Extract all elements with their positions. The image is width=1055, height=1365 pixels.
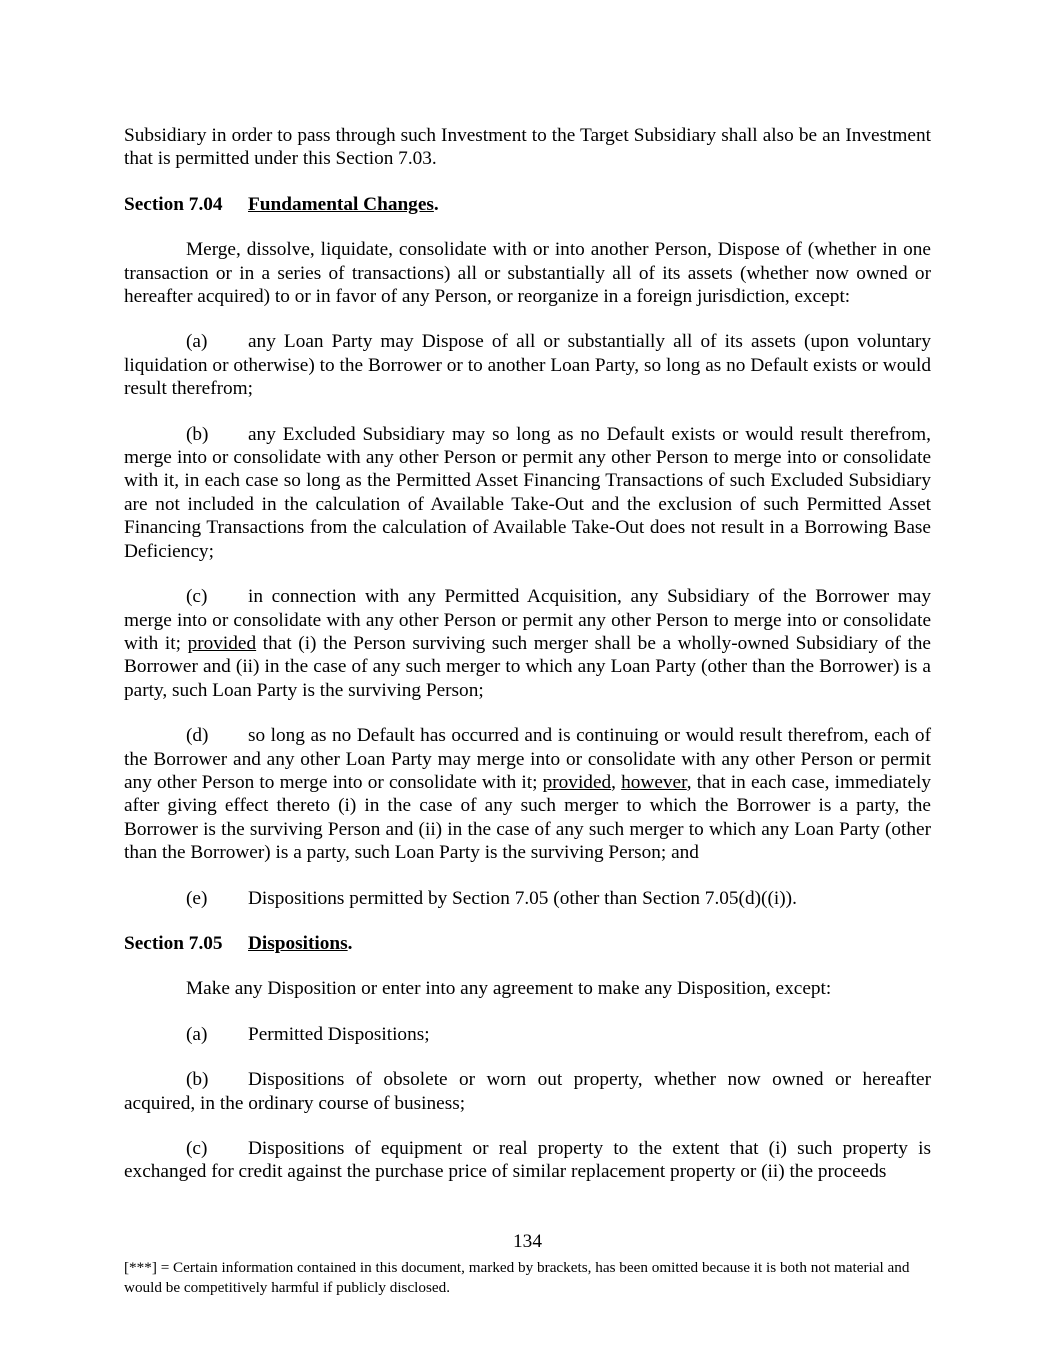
document-body — [124, 124, 931, 1184]
clause-item — [124, 1137, 931, 1184]
clause-label: (c) — [186, 586, 208, 608]
section-number: Section 7.05 — [124, 932, 223, 954]
clause-item — [124, 887, 931, 910]
clause-item — [124, 423, 931, 563]
clause-label: (c) — [186, 1138, 208, 1159]
clause-label: (e) — [186, 887, 208, 909]
section-heading-7-05 — [124, 932, 931, 955]
clause-text: , that in each case, immediately after giving effect thereto (i) in the case of any such merger to which the Borrower is a party, the Borrower is the surviving Person and (ii) in the case of any such merger to which any Loan Party (other than the Borrower) is a party, such Loan Party is the surviving Person; and — [124, 771, 931, 864]
clause-text: so long as no Default has occurred and is continuing or would result therefrom, each of the Borrower and any other Loan Party may merge into or consolidate with any other Person or permit any other Person to merge into or consolidate with it; — [124, 725, 931, 793]
clause-label: (d) — [186, 725, 209, 747]
section-heading-7-04 — [124, 193, 931, 216]
provided-term: provided — [542, 771, 612, 793]
clause-text: any Excluded Subsidiary may so long as no Default exists or would result therefrom, merge into or consolidate with any other Person or permit any other Person to merge into or consolidate with it, in each case so long as the Permitted Asset Financing Transactions of such Excluded Subsidiary are not included in the calculation of Available Take-Out and the exclusion of such Permitted Asset Financing Transactions from the calculation of Available Take-Out does not result in a Borrowing Base Deficiency; — [124, 423, 931, 562]
clause-label: (a) — [186, 1023, 208, 1045]
clause-item — [124, 585, 931, 702]
section-intro: Make any Disposition or enter into any agreement to make any Disposition, except: — [186, 978, 832, 1000]
section-title-period: . — [433, 193, 439, 215]
provided-term: provided — [187, 632, 257, 654]
section-title: Dispositions — [248, 932, 348, 954]
clause-text: any Loan Party may Dispose of all or substantially all of its assets (upon voluntary liquidation or otherwise) to the Borrower or to another Loan Party, so long as no Default exists or would result therefrom; — [124, 331, 931, 400]
clause-text: that (i) the Person surviving such merger shall be a wholly-owned Subsidiary of the Borrower and (ii) in the case of any such merger to which any Loan Party (other than the Borrower) is a party, such Loan Party is the surviving Person; — [124, 632, 931, 701]
clause-text: Dispositions of equipment or real property to the extent that (i) such property is exchanged for credit against the purchase price of similar replacement property or (ii) the proceeds — [124, 1138, 931, 1183]
clause-item — [124, 330, 931, 400]
redaction-footnote: [***] = Certain information contained in this document, marked by brackets, has been omitted because it is both not material and would be competitively harmful if publicly disclosed. — [124, 1259, 910, 1296]
however-term: however — [621, 771, 687, 793]
clause-label: (b) — [186, 423, 209, 445]
clause-separator: , — [611, 771, 622, 793]
section-title-period: . — [347, 932, 353, 954]
page-number: 134 — [513, 1231, 542, 1252]
continuation-paragraph: Subsidiary in order to pass through such Investment to the Target Subsidiary shall also be an Investment that is permitted under this Section 7.03. — [124, 125, 931, 170]
clause-label: (a) — [186, 331, 208, 353]
clause-label: (b) — [186, 1069, 209, 1091]
section-title: Fundamental Changes — [248, 193, 434, 215]
section-number: Section 7.04 — [124, 193, 223, 215]
clause-text: Dispositions permitted by Section 7.05 (other than Section 7.05(d)((i)). — [248, 887, 797, 909]
clause-text: in connection with any Permitted Acquisition, any Subsidiary of the Borrower may merge into or consolidate with any other Person or permit any other Person to merge into or consolidate with it; — [124, 586, 931, 654]
section-intro: Merge, dissolve, liquidate, consolidate with or into another Person, Dispose of (whether in one transaction or in a series of transactions) all or substantially all of its assets (whether now owned or hereafter acquired) to or in favor of any Person, or reorganize in a foreign jurisdiction, except: — [124, 239, 931, 308]
clause-text: Permitted Dispositions; — [248, 1023, 430, 1045]
clause-item — [124, 1023, 931, 1046]
clause-item — [124, 724, 931, 864]
clause-text: Dispositions of obsolete or worn out property, whether now owned or hereafter acquired, in the ordinary course of business; — [124, 1069, 931, 1114]
clause-item — [124, 1068, 931, 1115]
